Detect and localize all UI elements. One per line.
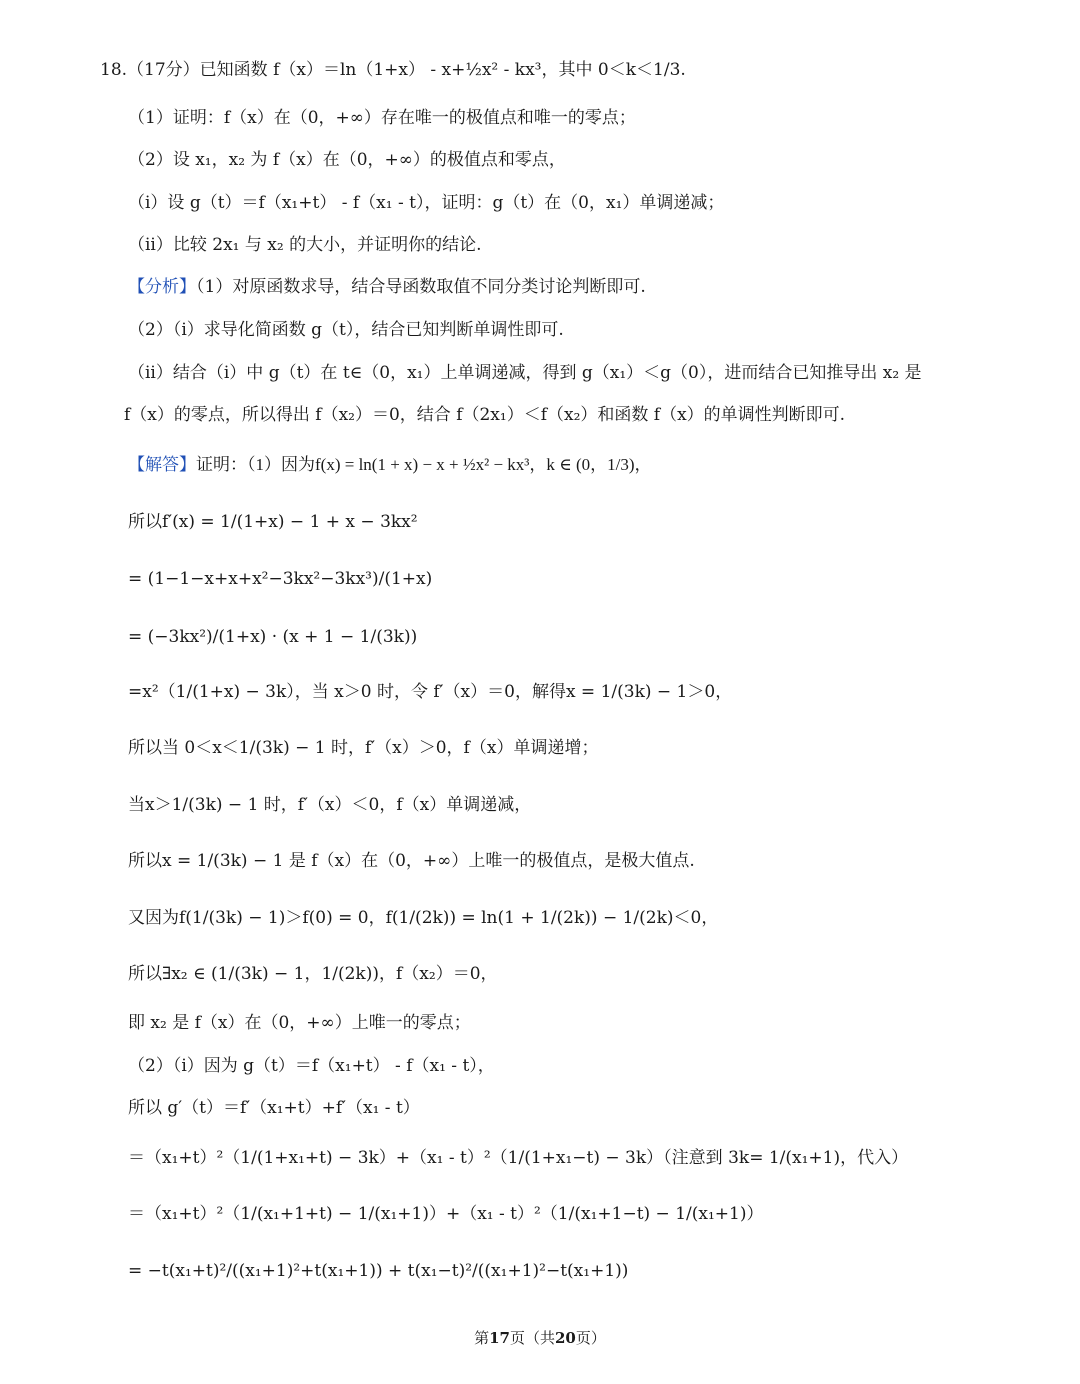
solution-line-8: 所以x = 1/(3k) − 1 是 f（x）在（0，+∞）上唯一的极值点，是极大值点. [128, 851, 695, 871]
analysis-line-1 [128, 279, 646, 296]
solution-line-4: = (−3kx²)/(1+x) · (x + 1 − 1/(3k)) [128, 627, 418, 647]
solution-line-7: 当x＞1/(3k) − 1 时，f′（x）＜0，f（x）单调递减， [128, 795, 532, 815]
solution-line-12: （2）（i）因为 g（t）＝f（x₁+t） - f（x₁ - t）， [128, 1056, 495, 1076]
footer-mid: 页（共 [509, 1329, 555, 1347]
solution-line-2: 所以f′(x) = 1/(1+x) − 1 + x − 3kx² [128, 512, 418, 532]
solution-line-16: = −t(x₁+t)²/((x₁+1)²+t(x₁+1)) + t(x₁−t)²/((x₁+1)²−t(x₁+1)) [128, 1261, 629, 1281]
solution-line-15: ＝（x₁+t）²（1/(x₁+1+t) − 1/(x₁+1)）+（x₁ - t）²（1/(x₁+1−t) − 1/(x₁+1)） [128, 1204, 764, 1224]
question-2-i: （i）设 g（t）＝f（x₁+t） - f（x₁ - t），证明：g（t）在（0，x₁）单调递减； [128, 193, 725, 213]
analysis-text-1: （1）对原函数求导，结合导函数取值不同分类讨论判断即可. [196, 277, 646, 297]
problem-stem: 18.（17分）已知函数 f（x）＝ln（1+x） - x+½x² - kx³，其中 0＜k＜1/3. [100, 60, 686, 80]
page-footer [0, 1327, 1080, 1348]
solution-line-10: 所以∃x₂ ∈ (1/(3k) − 1，1/(2k))，f（x₂）＝0， [128, 964, 498, 984]
solution-line-1 [128, 456, 652, 474]
solution-line-14: ＝（x₁+t）²（1/(1+x₁+t) − 3k）+（x₁ - t）²（1/(1+x₁−t) − 3k）（注意到 3k= 1/(x₁+1)，代入） [128, 1148, 909, 1168]
footer-suffix: 页） [575, 1329, 606, 1347]
current-page-number: 17 [489, 1329, 510, 1347]
solution-tag: 【解答】 [128, 455, 196, 475]
analysis-line-3: （ii）结合（i）中 g（t）在 t∈（0，x₁）上单调递减，得到 g（x₁）＜g（0），进而结合已知推导出 x₂ 是 [128, 363, 922, 383]
solution-line-5: =x²（1/(1+x) − 3k），当 x＞0 时，令 f′（x）＝0，解得x = 1/(3k) − 1＞0， [128, 682, 733, 702]
question-2: （2）设 x₁，x₂ 为 f（x）在（0，+∞）的极值点和零点， [128, 150, 566, 170]
total-page-count: 20 [555, 1329, 576, 1347]
solution-line-6: 所以当 0＜x＜1/(3k) − 1 时，f′（x）＞0，f（x）单调递增； [128, 738, 599, 758]
analysis-line-4: f（x）的零点，所以得出 f（x₂）＝0，结合 f（2x₁）＜f（x₂）和函数 f（x）的单调性判断即可. [124, 405, 846, 425]
analysis-line-2: （2）（i）求导化简函数 g（t），结合已知判断单调性即可. [128, 320, 564, 340]
solution-line-13: 所以 g′（t）＝f′（x₁+t）+f′（x₁ - t） [128, 1098, 420, 1118]
footer-prefix: 第 [474, 1329, 490, 1347]
solution-text-1: 证明：（1）因为f(x) = ln(1 + x) − x + ½x² − kx³，k ∈ (0，1/3)， [196, 455, 652, 474]
solution-line-11: 即 x₂ 是 f（x）在（0，+∞）上唯一的零点； [128, 1013, 471, 1033]
analysis-tag: 【分析】 [128, 277, 196, 297]
solution-line-9: 又因为f(1/(3k) − 1)＞f(0) = 0，f(1/(2k)) = ln(1 + 1/(2k)) − 1/(2k)＜0， [128, 908, 719, 928]
question-2-ii: （ii）比较 2x₁ 与 x₂ 的大小，并证明你的结论. [128, 235, 482, 255]
question-1: （1）证明：f（x）在（0，+∞）存在唯一的极值点和唯一的零点； [128, 108, 636, 128]
solution-line-3: = (1−1−x+x+x²−3kx²−3kx³)/(1+x) [128, 569, 433, 589]
